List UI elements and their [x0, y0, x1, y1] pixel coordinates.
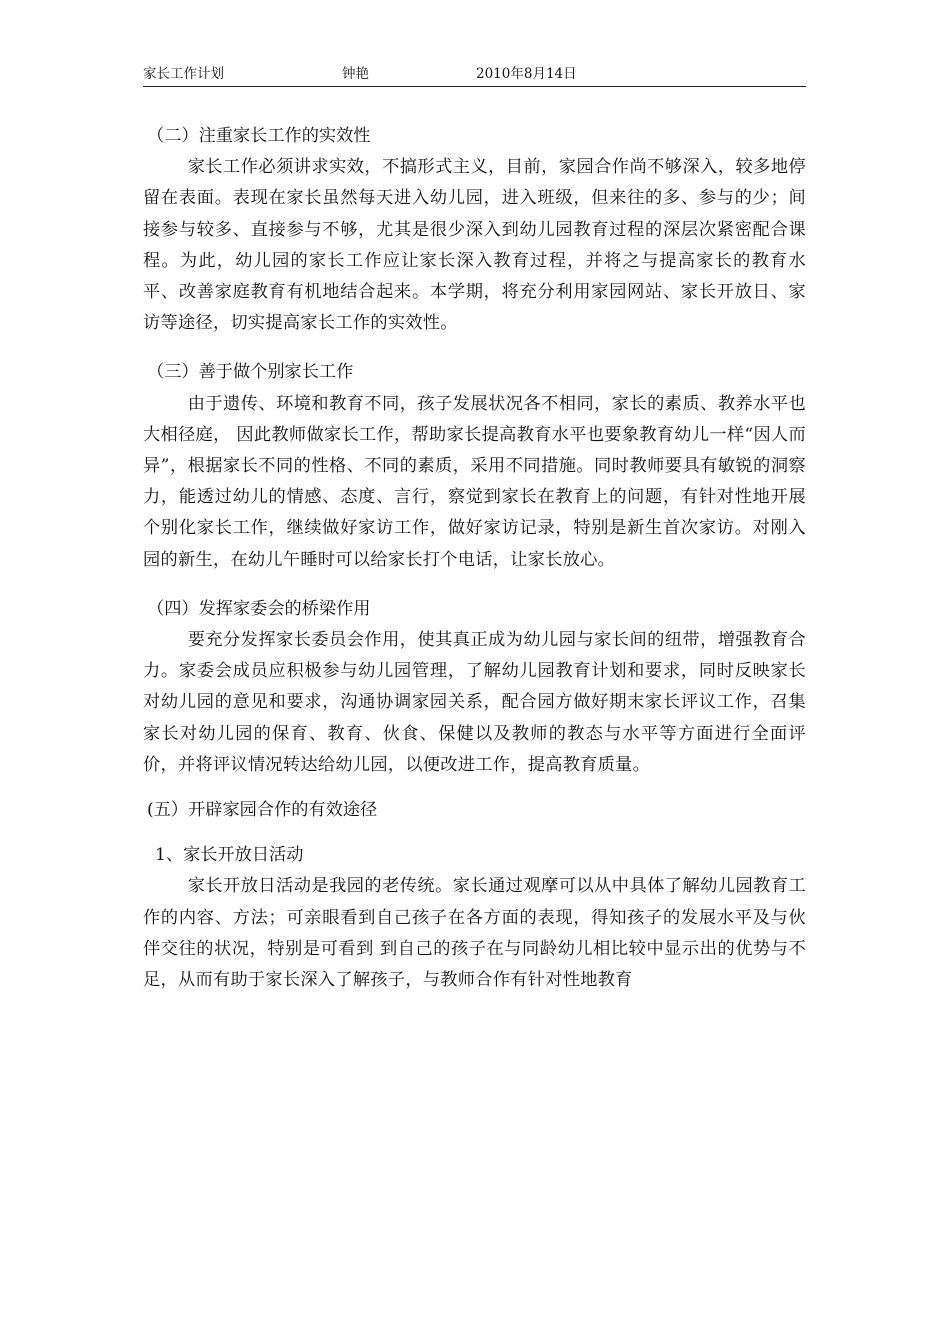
section-paragraph-3: 由于遗传、环境和教育不同，孩子发展状况各不相同，家长的素质、教养水平也大相径庭， 因此教师做家长工作，帮助家长提高教育水平也要象教育幼儿一样“因人而异”，根据家长不同的性格、不同的素质，采用不同措施。同时教师要具有敏锐的洞察力，能透过幼儿的情感、态度、言行，察觉到家长在教育上的问题，有针对性地开展个别化家长工作，继续做好家访工作，做好家访记录，特别是新生首次家访。对刚入园的新生，在幼儿午睡时可以给家长打个电话，让家长放心。: [143, 393, 807, 570]
section-title-5: (五）开辟家园合作的有效途径: [147, 800, 378, 821]
section-title-4: （四）发挥家委会的桥梁作用: [147, 598, 371, 619]
section-paragraph-2: 家长工作必须讲求实效，不搞形式主义，目前，家园合作尚不够深入，较多地停留在表面。表现在家长虽然每天进入幼儿园，进入班级，但来往的多、参与的少；间接参与较多、直接参与不够，尤其是很少深入到幼儿园教育过程的深层次紧密配合课程。为此，幼儿园的家长工作应让家长深入教育过程，并将之与提高家长的教育水平、改善家庭教育有机地结合起来。本学期，将充分利用家园网站、家长开放日、家访等途径，切实提高家长工作的实效性。: [143, 157, 806, 334]
header-author: 钟艳: [342, 66, 369, 82]
section-paragraph-4: 要充分发挥家长委员会作用，使其真正成为幼儿园与家长间的纽带，增强教育合力。家委会成员应积极参与幼儿园管理，了解幼儿园教育计划和要求，同时反映家长对幼儿园的意见和要求，沟通协调家园关系，配合园方做好期末家长评议工作，召集家长对幼儿园的保育、教育、伙食、保健以及教师的教态与水平等方面进行全面评价，并将评议情况转达给幼儿园，以便改进工作，提高教育质量。: [143, 630, 806, 775]
document-body: [143, 121, 806, 996]
subsection-title-1: 1、家长开放日活动: [155, 845, 304, 866]
header-title: 家长工作计划: [143, 66, 224, 82]
section-title-2: （二）注重家长工作的实效性: [147, 126, 371, 146]
header-date: 2010年8月14日: [476, 66, 577, 82]
page-header: [143, 64, 806, 87]
subsection-paragraph-1: 家长开放日活动是我园的老传统。家长通过观摩可以从中具体了解幼儿园教育工作的内容、方法；可亲眼看到自己孩子在各方面的表现，得知孩子的发展水平及与伙伴交往的状况，特别是可看到 到自己的孩子在与同龄幼儿相比较中显示出的优势与不足，从而有助于家长深入了解孩子，与教师合作有针对性地教育: [143, 876, 806, 991]
section-title-3: （三）善于做个别家长工作: [147, 362, 354, 383]
